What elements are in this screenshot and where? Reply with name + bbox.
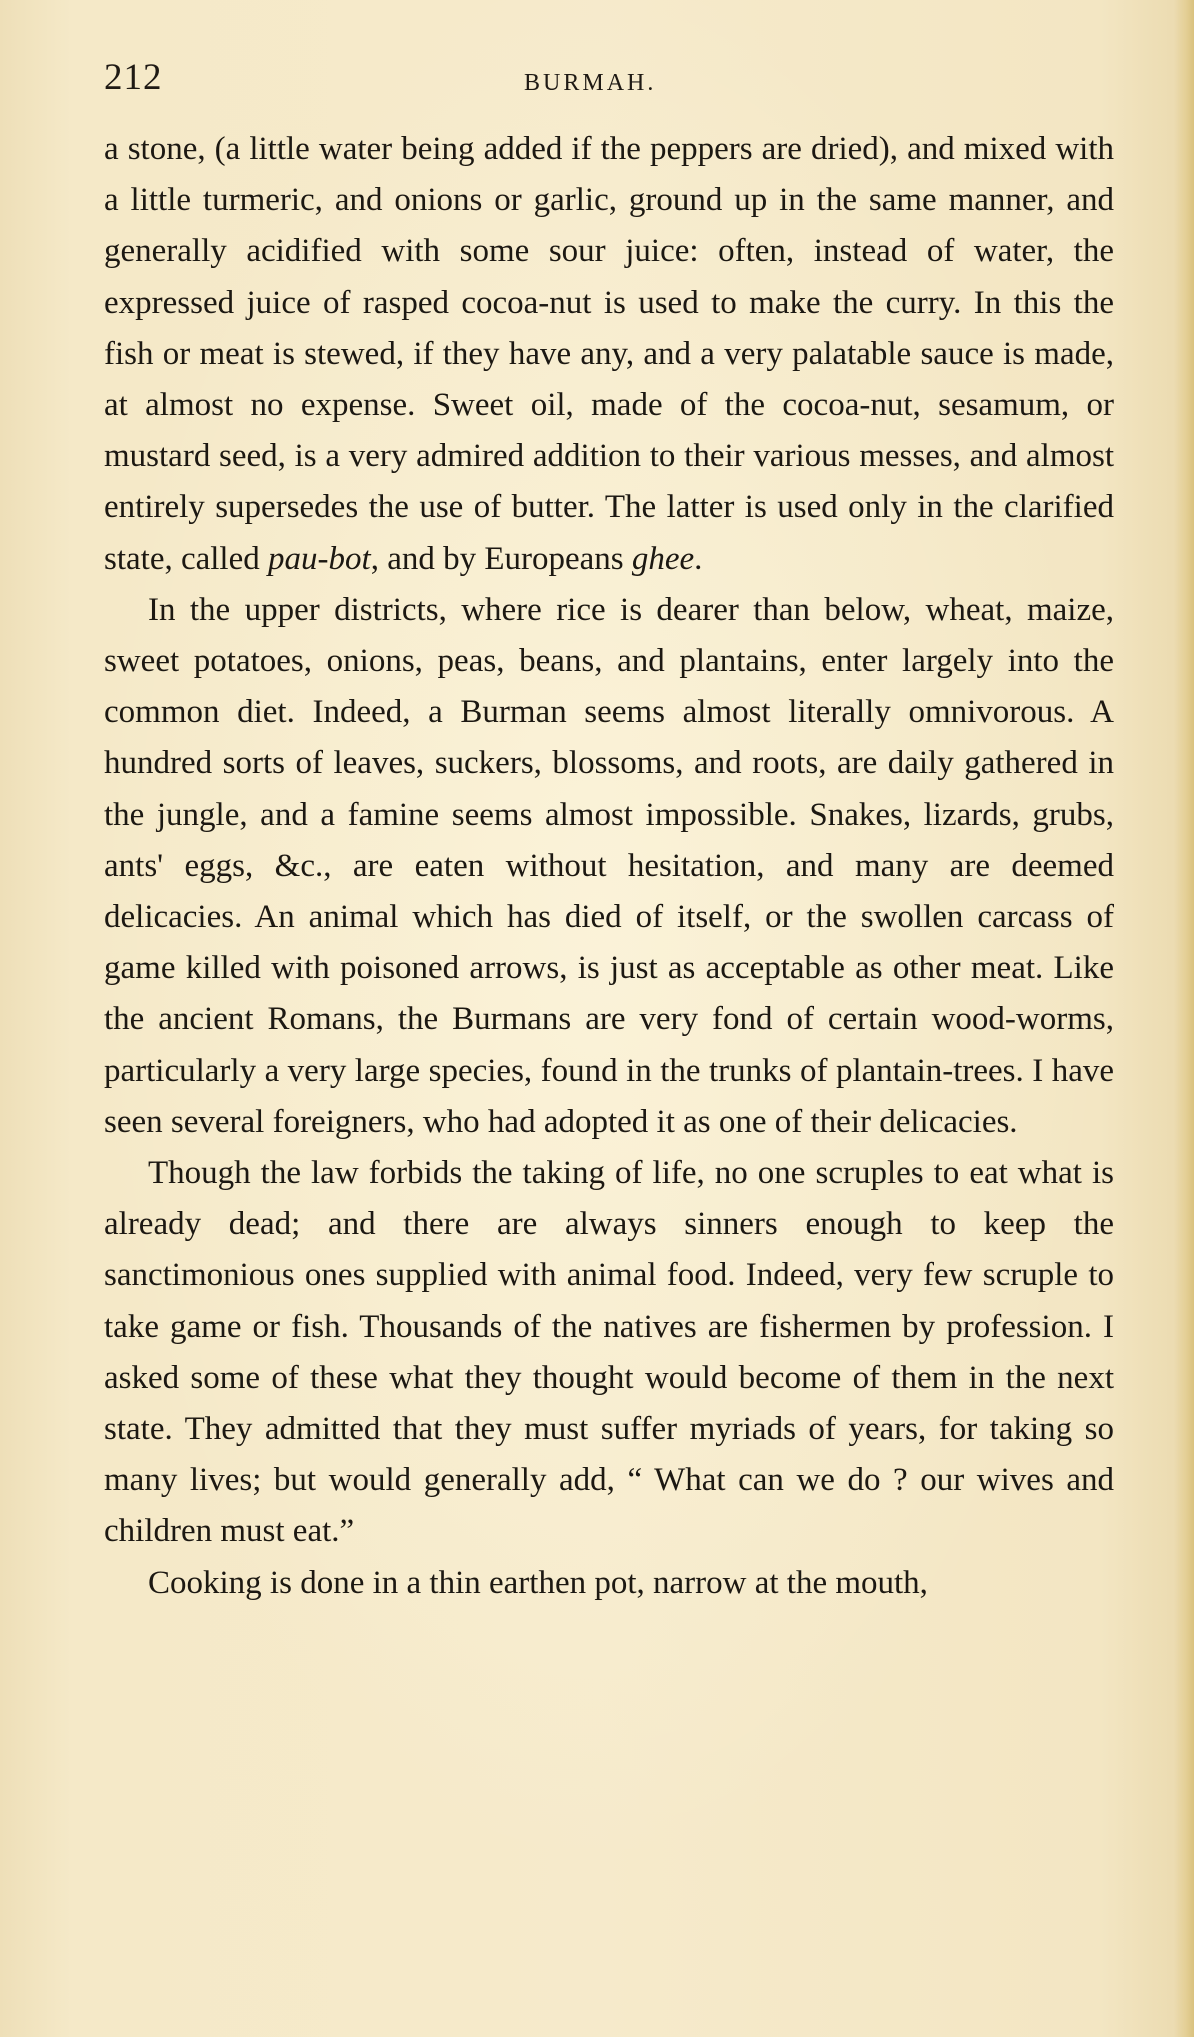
italic-term-pau-bot: pau-bot (268, 540, 371, 577)
paragraph-1 (104, 124, 1114, 585)
paragraph-1-text-middle: , and by Europeans (370, 540, 632, 577)
body-text (104, 124, 1114, 1609)
paragraph-2: In the upper districts, where rice is dearer than below, wheat, maize, sweet potatoes, onions, peas, beans, and plantains, enter largely into the common diet. Indeed, a Burman seems almost literally omnivorous. A hundred sorts of leaves, suckers, blossoms, and roots, are daily gathered in the jungle, and a famine seems almost impossible. Snakes, lizards, grubs, ants' eggs, &c., are eaten without hesitation, and many are deemed delicacies. An animal which has died of itself, or the swollen carcass of game killed with poisoned arrows, is just as acceptable as other meat. Like the ancient Romans, the Burmans are very fond of certain wood-worms, particularly a very large species, found in the trunks of plantain-trees. I have seen several foreigners, who had adopted it as one of their delicacies. (104, 591, 1114, 1140)
paragraph-4: Cooking is done in a thin earthen pot, narrow at the mouth, (148, 1564, 928, 1601)
page-header (104, 56, 1114, 106)
paragraph-1-text-end: . (694, 540, 703, 577)
running-head: BURMAH. (524, 70, 657, 96)
italic-term-ghee: ghee (631, 540, 695, 577)
page-edge (1174, 0, 1194, 2037)
paragraph-3: Though the law forbids the taking of life, no one scruples to eat what is already dead; and there are always sinners enough to keep the sanctimonious ones supplied with animal food. Indeed, very few scruple to take game or fish. Thousands of the natives are fishermen by profession. I asked some of these what they thought would become of them in the next state. They admitted that they must suffer myriads of years, for taking so many lives; but would generally add, “ What can we do ? our wives and children must eat.” (104, 1155, 1114, 1550)
paragraph-1-text: a stone, (a little water being added if the peppers are dried), and mixed with a little turmeric, and onions or garlic, ground up in the same manner, and generally acidified with some sour juice: often, instead of water, the expressed juice of rasped cocoa-nut is used to make the curry. In this the fish or meat is stewed, if they have any, and a very palatable sauce is made, at almost no expense. Sweet oil, made of the cocoa-nut, sesamum, or mustard seed, is a very admired addition to their various messes, and almost entirely supersedes the use of butter. The latter is used only in the clarified state, called (104, 131, 1114, 577)
page-number: 212 (104, 57, 163, 98)
